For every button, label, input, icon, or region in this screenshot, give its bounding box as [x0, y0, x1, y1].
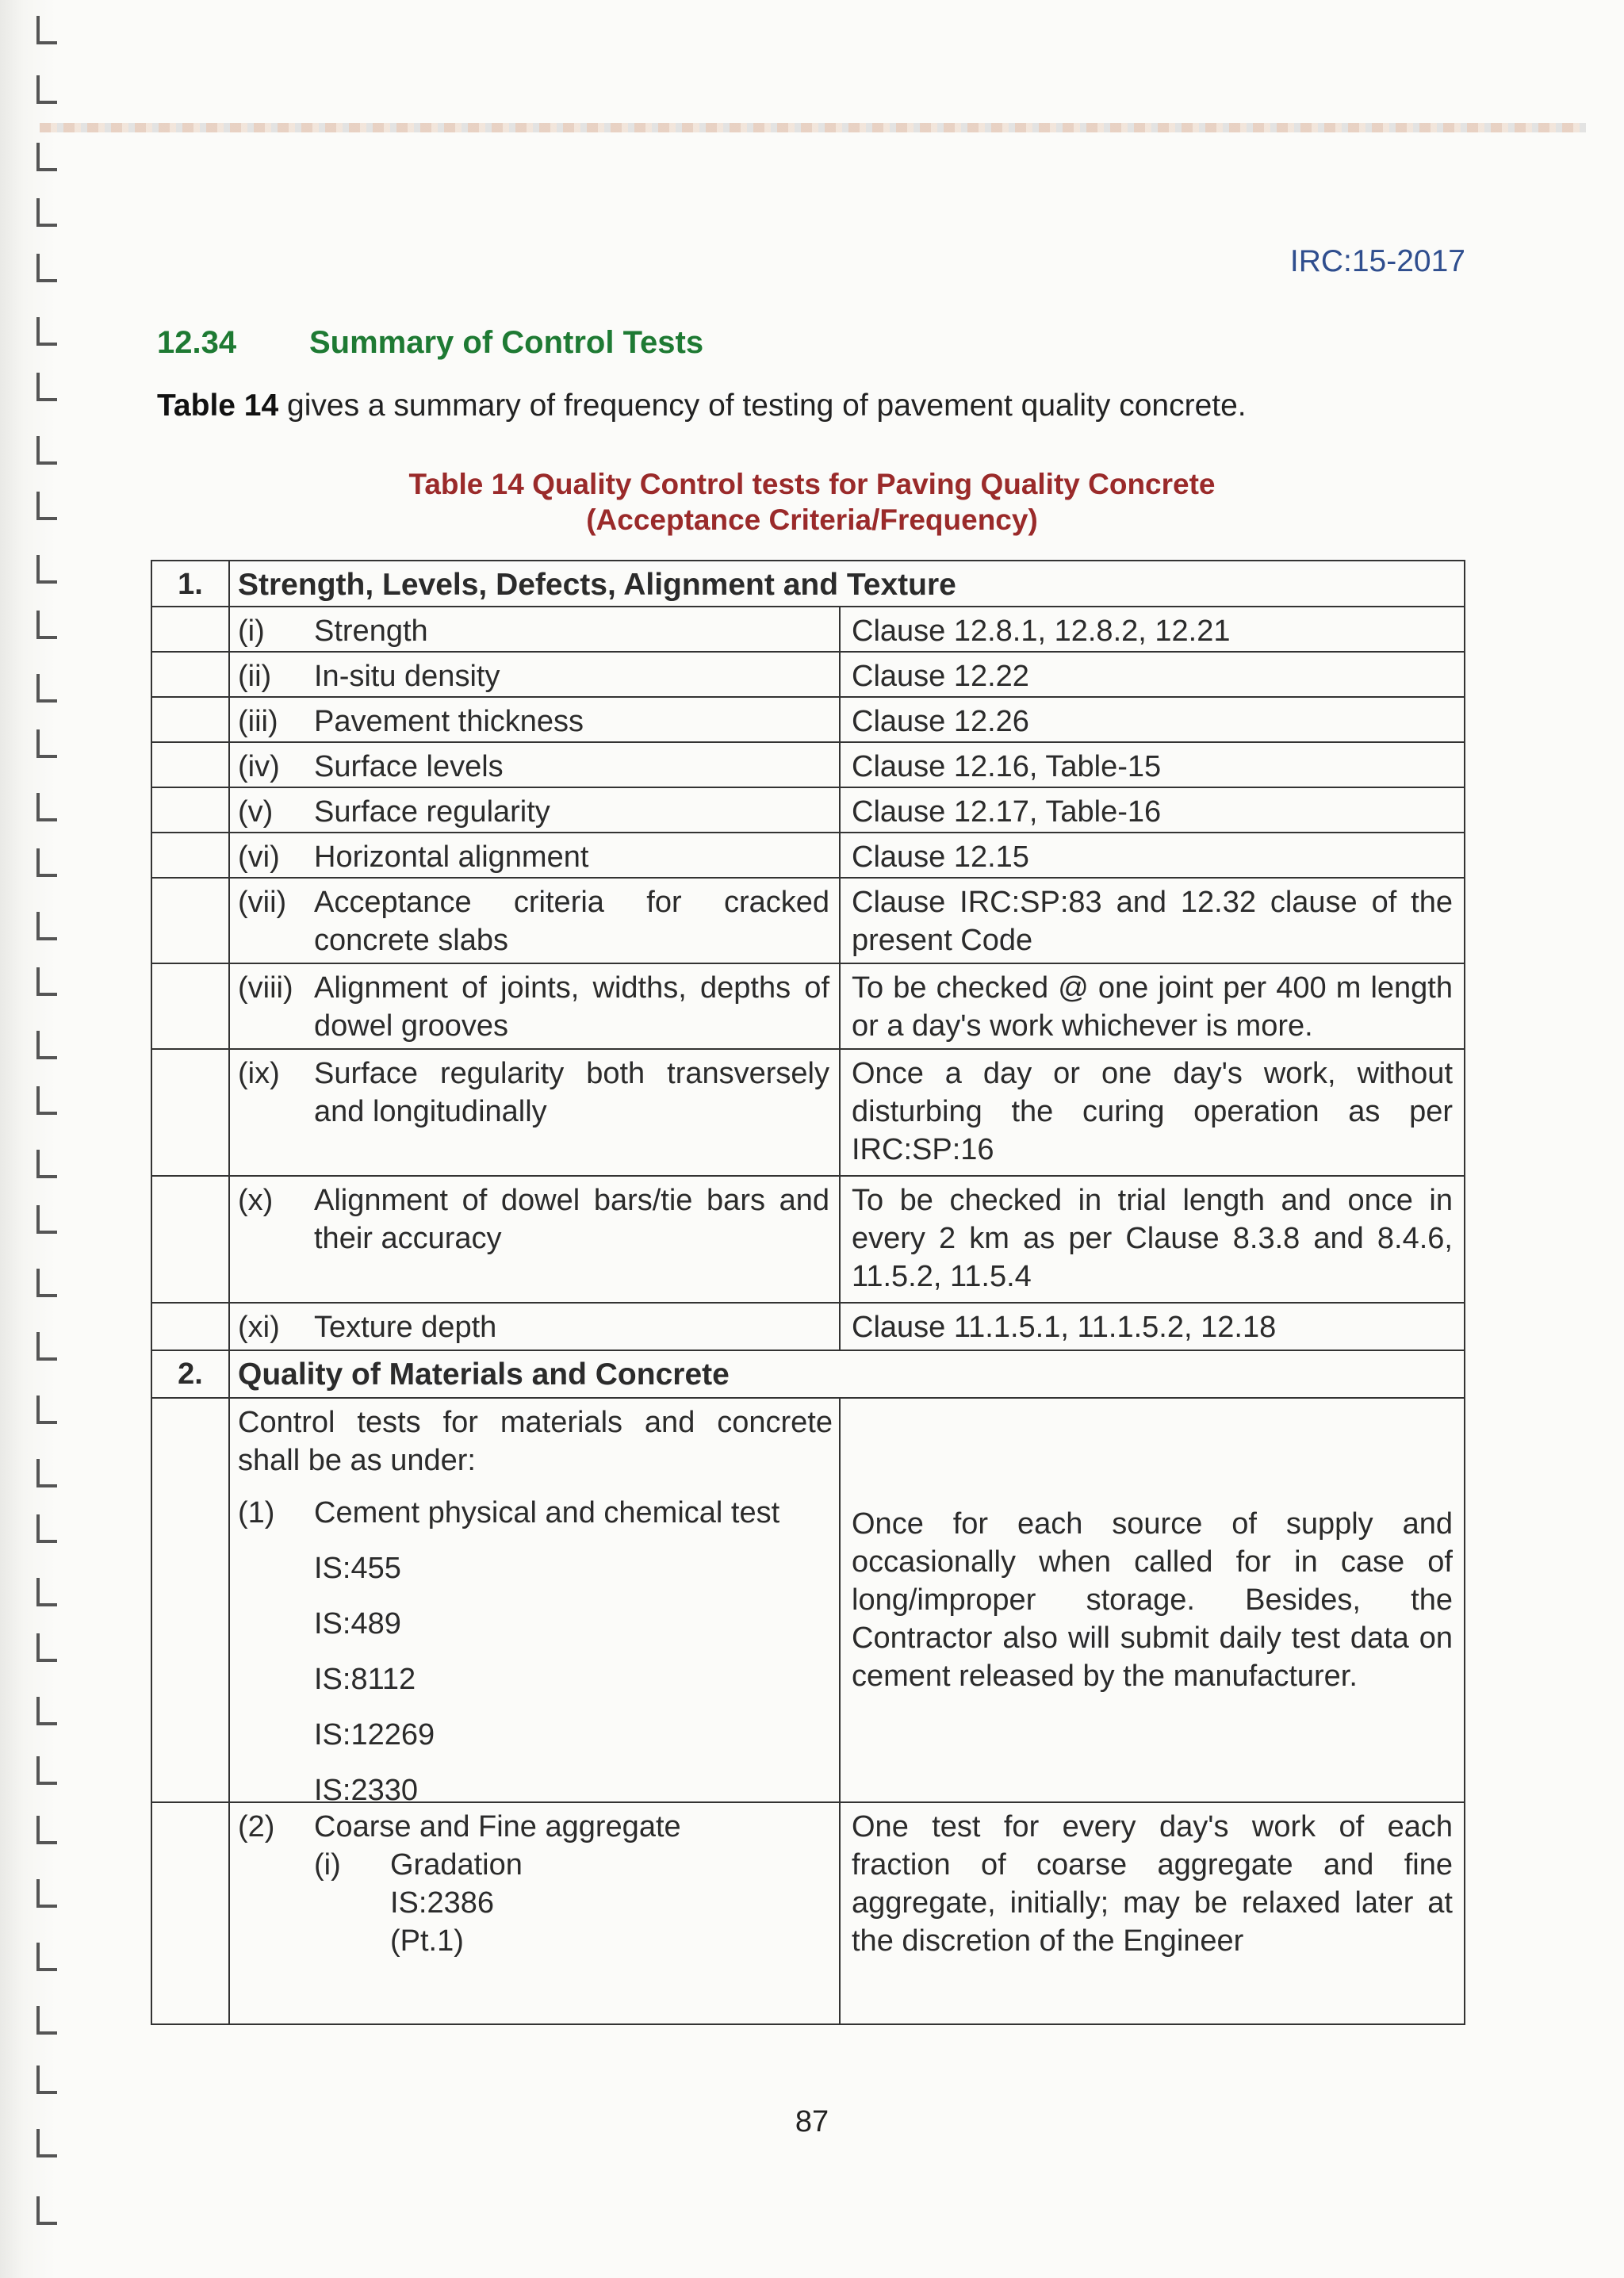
binding-hole — [36, 611, 57, 639]
table-row: (x) Alignment of dowel bars/tie bars and their accuracy To be checked in trial length and once in every 2 km as per Clause 8.3.8 and 8.4.6, 11.5.2, 11.5.4 — [152, 1177, 1465, 1304]
control-tests-table — [151, 560, 1465, 2025]
binding-hole — [36, 1031, 57, 1059]
binding-hole — [36, 1205, 57, 1234]
section-heading — [157, 325, 703, 361]
standard-code: IS:2386 — [390, 1886, 494, 1920]
table-row: (iii) Pavement thickness Clause 12.26 — [152, 698, 1465, 743]
group-number: 1. — [152, 561, 230, 606]
table-caption — [0, 466, 1624, 538]
table-row: (vi) Horizontal alignment Clause 12.15 — [152, 833, 1465, 879]
table-row: (ii) In-situ density Clause 12.22 — [152, 653, 1465, 698]
table-row: (iv) Surface levels Clause 12.16, Table-15 — [152, 743, 1465, 788]
binding-hole — [36, 1697, 57, 1725]
binding-hole — [36, 75, 57, 104]
binding-hole — [36, 1578, 57, 1606]
binding-hole — [36, 793, 57, 821]
table-group-heading — [152, 1351, 1465, 1399]
table-row: (viii) Alignment of joints, widths, depths of dowel grooves To be checked @ one joint per 400 m length or a day's work whichever is more. — [152, 964, 1465, 1050]
binding-hole — [36, 1396, 57, 1424]
group-number: 2. — [152, 1351, 230, 1397]
section-number: 12.34 — [157, 325, 237, 360]
binding-hole — [36, 436, 57, 465]
intro-table-ref: Table 14 — [157, 389, 279, 423]
binding-hole — [36, 1633, 57, 1662]
standard-code: IS:455 — [314, 1552, 401, 1585]
caption-line-2: (Acceptance Criteria/Frequency) — [586, 503, 1038, 536]
binding-hole — [36, 1756, 57, 1785]
binding-hole — [36, 1150, 57, 1178]
standard-code: IS:12269 — [314, 1718, 435, 1752]
intro-text: gives a summary of frequency of testing of pavement quality concrete. — [278, 389, 1247, 423]
binding-hole — [36, 198, 57, 227]
table-row: (i) Strength Clause 12.8.1, 12.8.2, 12.21 — [152, 607, 1465, 653]
binding-hole — [36, 373, 57, 401]
group-title: Strength, Levels, Defects, Alignment and Texture — [238, 568, 956, 602]
table-row-cement: Control tests for materials and concrete shall be as under: (1) Cement physical and chemical test IS:455 IS:489 IS:8112 IS:12269 IS:2330 Once for each source of supply and occasionally when called for in case of long/improper storage. Besides, the Contractor also will submit daily test data on cement released by the manufacturer. — [152, 1399, 1465, 1803]
standard-part: (Pt.1) — [390, 1924, 464, 1958]
binding-hole — [36, 912, 57, 940]
table-row-aggregate: (2) Coarse and Fine aggregate (i) Gradation IS:2386 (Pt.1) One test for every day's work of each fraction of coarse aggregate and fine aggregate, initially; may be relaxed later at the discretion of the Engineer — [152, 1803, 1465, 2025]
document-code: IRC:15-2017 — [1289, 244, 1465, 278]
binding-hole — [36, 1332, 57, 1361]
binding-hole — [36, 2066, 57, 2094]
binding-hole — [36, 1879, 57, 1908]
standard-code: IS:8112 — [314, 1663, 416, 1696]
page-number: 87 — [795, 2105, 829, 2138]
caption-line-1: Table 14 Quality Control tests for Paving Quality Concrete — [408, 468, 1216, 500]
binding-hole — [36, 848, 57, 877]
binding-hole — [36, 1086, 57, 1115]
binding-hole — [36, 1459, 57, 1487]
binding-hole — [36, 674, 57, 703]
scan-strip — [40, 123, 1586, 132]
table-row: (xi) Texture depth Clause 11.1.5.1, 11.1.5.2, 12.18 — [152, 1304, 1465, 1351]
table-group-heading — [152, 560, 1465, 607]
group-title: Quality of Materials and Concrete — [238, 1357, 730, 1392]
standard-code: IS:2330 — [314, 1774, 418, 1807]
binding-hole — [36, 143, 57, 171]
binding-hole — [36, 1816, 57, 1844]
cement-frequency: Once for each source of supply and occasionally when called for in case of long/improper storage. Besides, the Contractor also will submit daily test data on cement released by the manufacturer. — [852, 1507, 1453, 1693]
aggregate-frequency: One test for every day's work of each fraction of coarse aggregate and fine aggregate, initially; may be relaxed later at the discretion of the Engineer — [852, 1810, 1453, 1958]
binding-hole — [36, 254, 57, 282]
binding-hole — [36, 1269, 57, 1297]
binding-hole — [36, 317, 57, 346]
table-row: (ix) Surface regularity both transversely and longitudinally Once a day or one day's work, without disturbing the curing operation as per IRC:SP:16 — [152, 1050, 1465, 1177]
section-title: Summary of Control Tests — [309, 325, 704, 360]
binding-hole — [36, 967, 57, 996]
binding-hole — [36, 1943, 57, 1971]
materials-intro: Control tests for materials and concrete shall be as under: — [238, 1406, 833, 1477]
binding-hole — [36, 16, 57, 44]
binding-margin — [0, 0, 56, 2278]
binding-hole — [36, 729, 57, 758]
binding-hole — [36, 1514, 57, 1543]
table-row: (vii) Acceptance criteria for cracked concrete slabs Clause IRC:SP:83 and 12.32 clause of the present Code — [152, 879, 1465, 964]
binding-hole — [36, 555, 57, 584]
standard-code: IS:489 — [314, 1607, 401, 1641]
table-row: (v) Surface regularity Clause 12.17, Table-16 — [152, 788, 1465, 833]
intro-paragraph — [157, 389, 1247, 423]
binding-hole — [36, 2196, 57, 2225]
binding-hole — [36, 2006, 57, 2035]
